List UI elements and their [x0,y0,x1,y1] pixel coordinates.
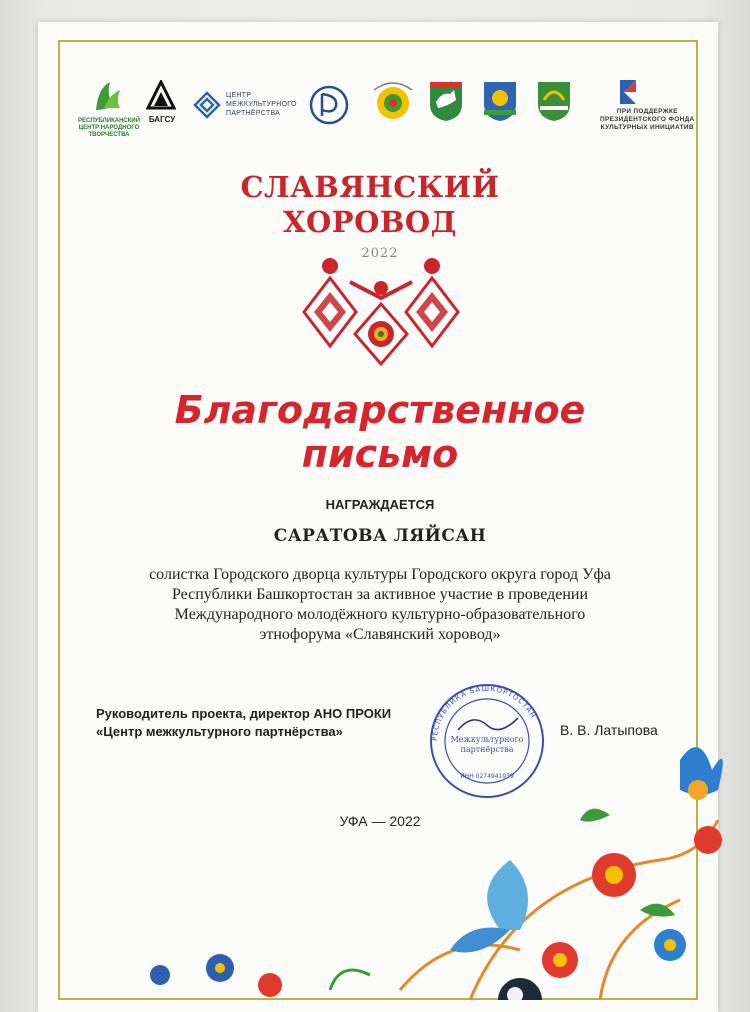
bagsu-logo-icon [146,80,176,112]
svg-text:РЕСПУБЛИКА БАШКОРТОСТАН [431,685,537,741]
presidential-fund-caption: ПРИ ПОДДЕРЖКЕ ПРЕЗИДЕНТСКОГО ФОНДА КУЛЬТУРНЫХ ИНИЦИАТИВ [600,108,695,131]
event-title-line2: ХОРОВОД [283,205,457,239]
body-line: Республики Башкортостан за активное участие в проведении [171,586,589,603]
stamp-inn: ИНН 0274941939 [460,773,514,780]
signatory-role-line2: «Центр межкультурного партнёрства» [96,724,343,739]
signatory-role-line1: Руководитель проекта, директор АНО ПРОКИ [96,706,392,721]
organization-stamp [428,682,546,800]
body-line: этнофорума «Славянский хоровод» [259,626,501,643]
letter-heading-line1: Благодарственное [174,388,586,432]
folk-center-logo-icon [86,76,130,120]
forum-emblem-icon [308,84,350,126]
ornament-logo-icon [192,90,222,120]
letter-heading-line2: письмо [301,432,459,476]
center-partnership-name: ЦЕНТР МЕЖКУЛЬТУРНОГО ПАРТНЁРСТВА [226,92,297,117]
folk-center-caption: РЕСПУБЛИКАНСКИЙ ЦЕНТР НАРОДНОГО ТВОРЧЕСТВА [78,118,141,138]
presidential-fund-logo-icon [616,78,640,106]
body-line: Международного молодёжного культурно-образовательного [174,606,586,623]
district-coat-of-arms-icon [482,80,518,122]
folk-dancers-ornament-icon [300,252,462,368]
city-coat-of-arms-icon [536,80,572,122]
handwritten-signature [458,718,518,730]
awarded-label: НАГРАЖДАЕТСЯ [325,497,435,512]
stamp-inner-line1: Межкультурного [450,735,524,744]
ufa-coat-of-arms-icon [428,80,464,122]
bagsu-caption: БАГСУ [148,115,176,124]
event-year: 2022 [361,246,399,261]
stamp-inner-line2: партнёрства [460,745,514,754]
place-and-year: УФА — 2022 [339,813,421,829]
friendship-house-logo-icon [368,78,418,128]
stamp-outer-text: РЕСПУБЛИКА БАШКОРТОСТАН [430,684,538,742]
recipient-name: САРАТОВА ЛЯЙСАН [273,526,487,546]
body-line: солистка Городского дворца культуры Городского округа город Уфа [149,566,611,583]
event-title-line1: СЛАВЯНСКИЙ [240,170,500,204]
signatory-name: В. В. Латыпова [560,722,658,738]
